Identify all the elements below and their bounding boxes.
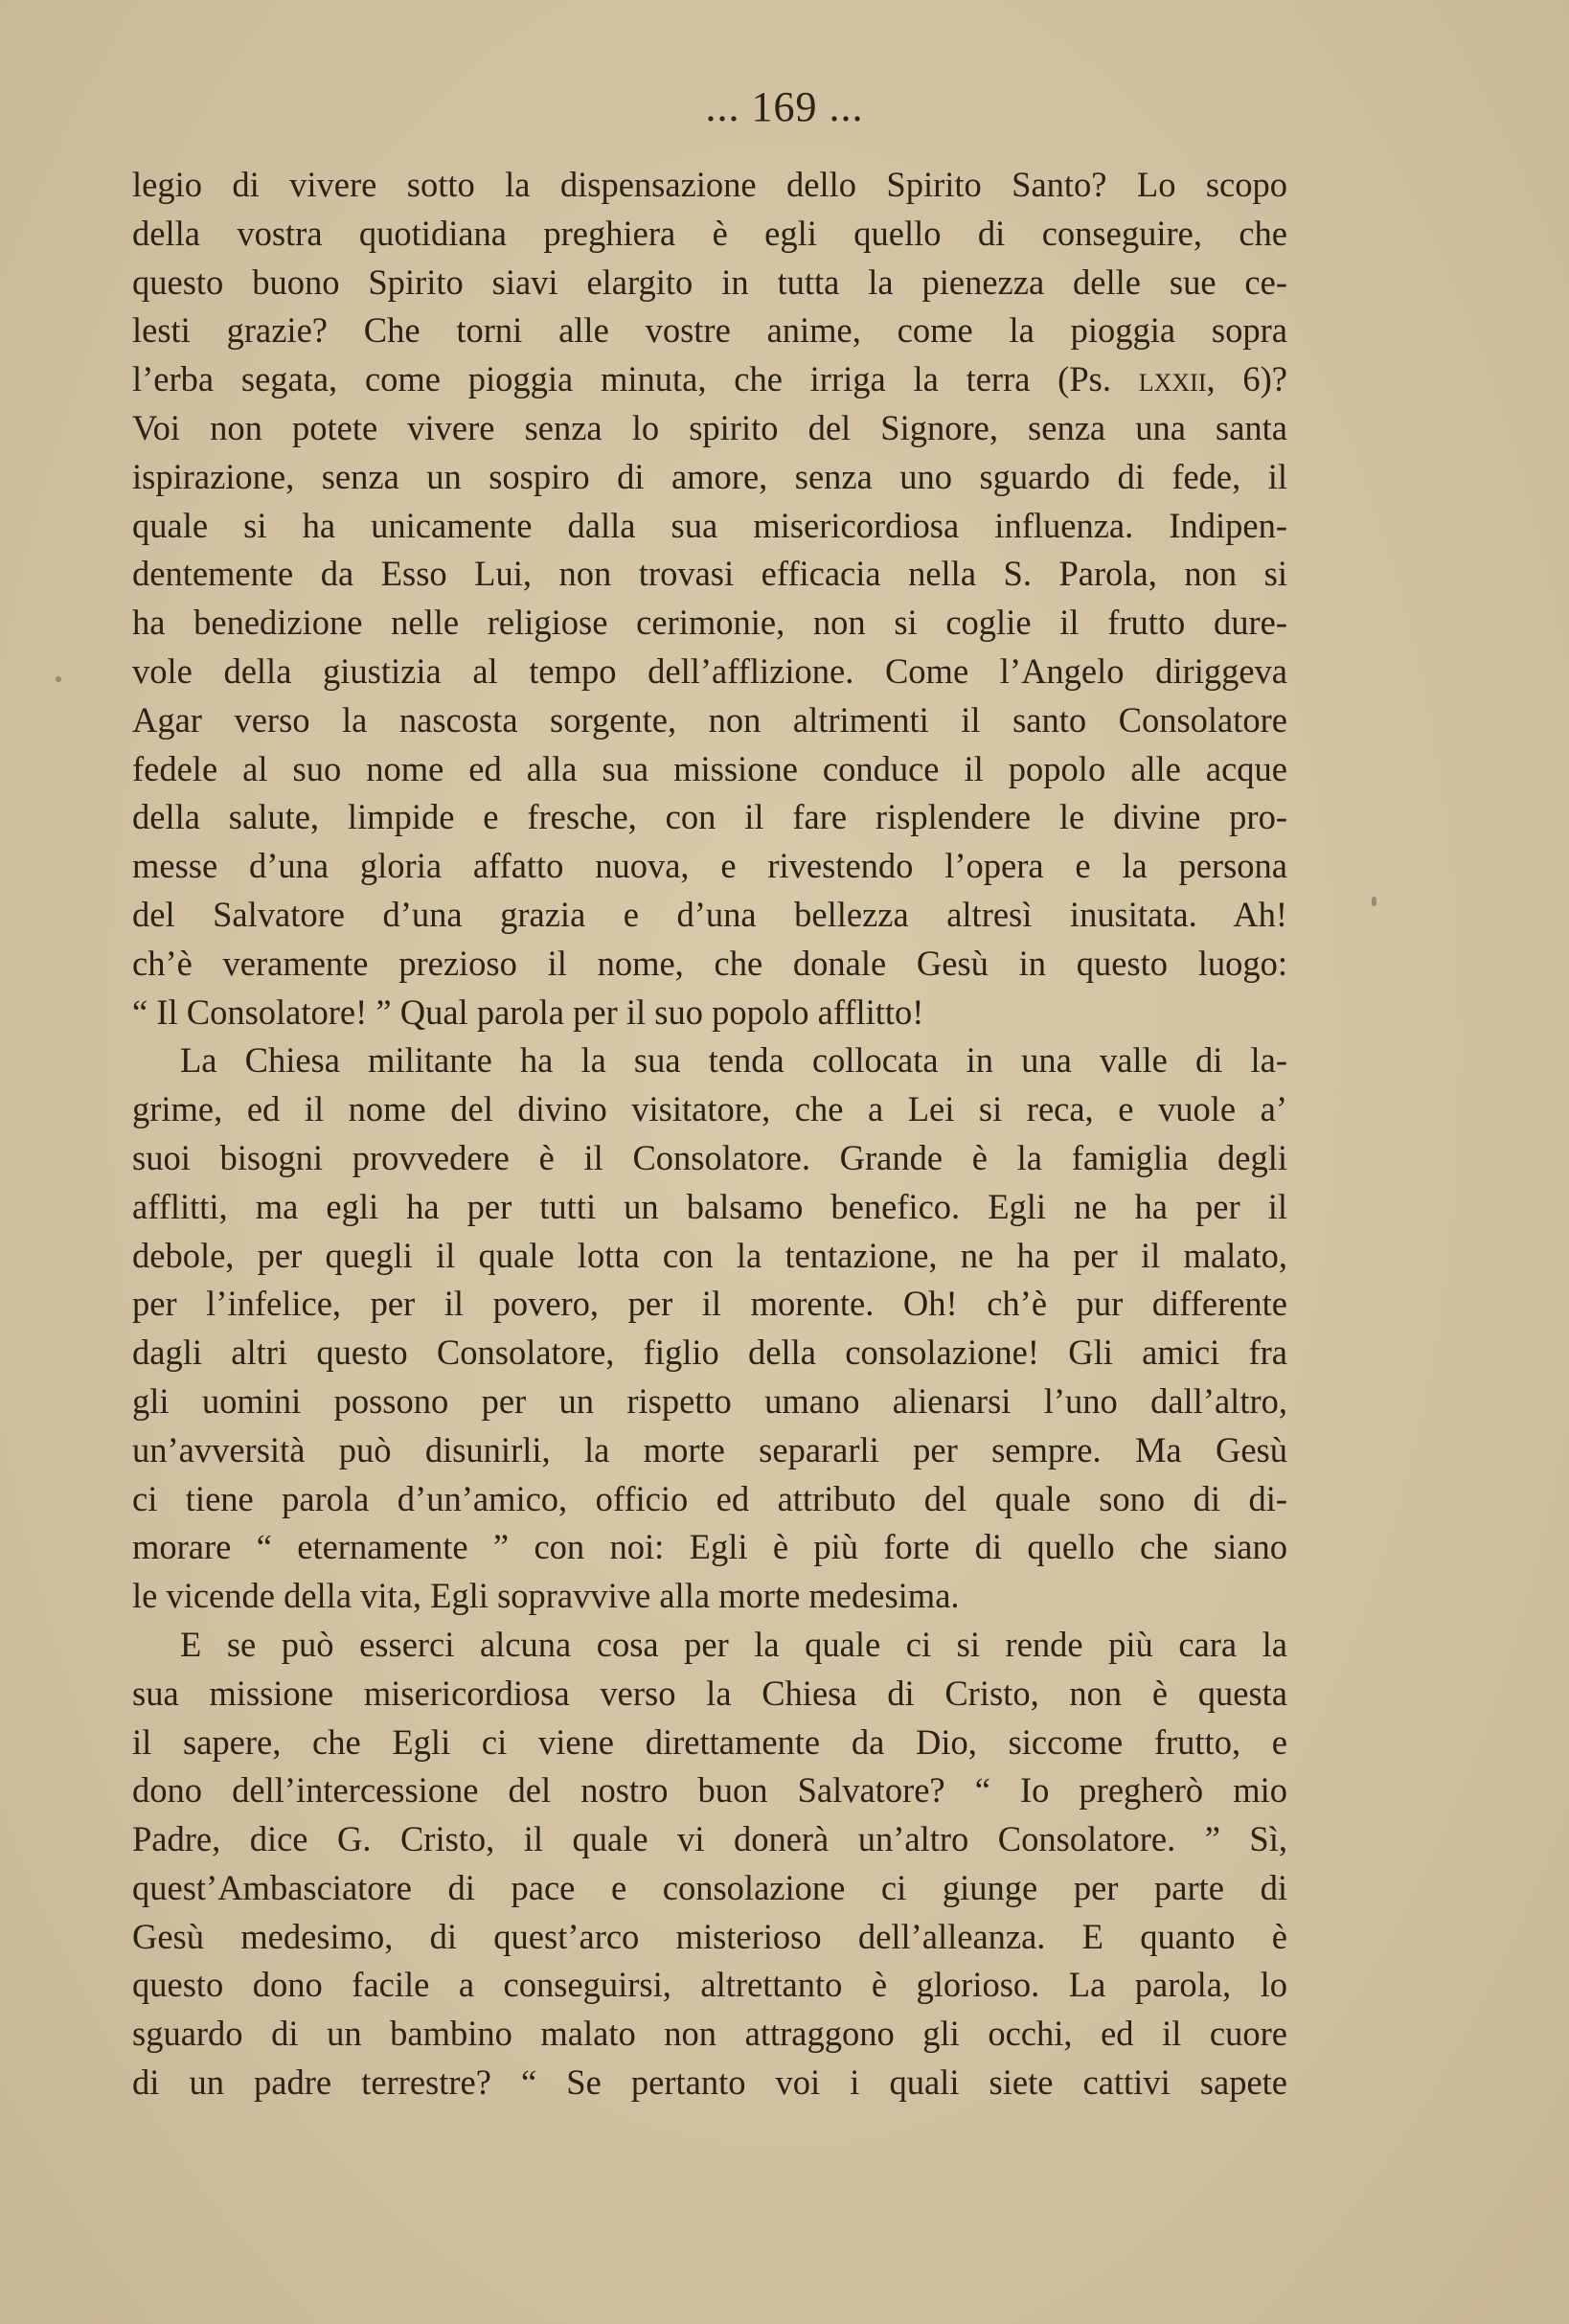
text-line: ispirazione, senza un sospiro di amore, senza uno sguardo di fede, il [132, 456, 1287, 496]
text-line: quale si ha unicamente dalla sua misericordiosa influenza. Indipen- [132, 505, 1287, 545]
text-line: Gesù medesimo, di quest’arco misterioso dell’alleanza. E quanto è [132, 1916, 1287, 1956]
text-line: le vicende della vita, Egli sopravvive alla morte medesima. [132, 1576, 960, 1616]
text-line: l’erba segata, come pioggia minuta, che irriga la terra (Ps. lxxii, 6)? [132, 359, 1287, 399]
text-line: vole della giustizia al tempo dell’afflizione. Come l’Angelo diriggeva [132, 650, 1287, 691]
text-line: questo dono facile a conseguirsi, altrettanto è glorioso. La parola, lo [132, 1965, 1287, 2005]
text-line: dagli altri questo Consolatore, figlio della consolazione! Gli amici fra [132, 1333, 1287, 1373]
text-line: questo buono Spirito siavi elargito in tutta la pienezza delle sue ce- [132, 262, 1287, 302]
page-number: ... 169 ... [705, 83, 864, 130]
text-line: di un padre terrestre? “ Se pertanto voi i quali siete cattivi sapete [132, 2062, 1287, 2103]
text-line: gli uomini possono per un rispetto umano alienarsi l’uno dall’altro, [132, 1380, 1287, 1421]
text-line: per l’infelice, per il povero, per il morente. Oh! ch’è pur differente [132, 1284, 1287, 1324]
page-blemish [56, 676, 61, 682]
text-line: sguardo di un bambino malato non attraggono gli occhi, ed il cuore [132, 2014, 1287, 2054]
text-line: quest’Ambasciatore di pace e consolazione ci giunge per parte di [132, 1867, 1287, 1907]
text-line: “ Il Consolatore! ” Qual parola per il suo popolo afflitto! [132, 991, 924, 1032]
text-line: messe d’una gloria affatto nuova, e rivestendo l’opera e la persona [132, 846, 1287, 886]
text-line: dentemente da Esso Lui, non trovasi efficacia nella S. Parola, non si [132, 554, 1287, 594]
psalm-number: lxxii [1138, 359, 1207, 399]
text-line: dono dell’intercessione del nostro buon Salvatore? “ Io pregherò mio [132, 1770, 1287, 1811]
text-line: Agar verso la nascosta sorgente, non altrimenti il santo Consolatore [132, 699, 1287, 740]
text-line: E se può esserci alcuna cosa per la quale ci si rende più cara la [180, 1624, 1287, 1664]
text-line: suoi bisogni provvedere è il Consolatore. Grande è la famiglia degli [132, 1137, 1287, 1177]
text-line: afflitti, ma egli ha per tutti un balsamo benefico. Egli ne ha per il [132, 1186, 1287, 1226]
text-line: La Chiesa militante ha la sua tenda collocata in una valle di la- [180, 1040, 1287, 1081]
page-blemish [1372, 897, 1376, 906]
text-line: grime, ed il nome del divino visitatore, che a Lei si reca, e vuole a’ [132, 1089, 1287, 1129]
text-line: fedele al suo nome ed alla sua missione conduce il popolo alle acque [132, 748, 1287, 788]
body-text [132, 161, 1287, 2108]
text-line: legio di vivere sotto la dispensazione dello Spirito Santo? Lo scopo [132, 165, 1287, 204]
text-line: della vostra quotidiana preghiera è egli quello di conseguire, che [132, 213, 1287, 253]
text-line: del Salvatore d’una grazia e d’una bellezza altresì inusitata. Ah! [132, 894, 1287, 934]
text-line: Padre, dice G. Cristo, il quale vi donerà un’altro Consolatore. ” Sì, [132, 1819, 1287, 1859]
text-line: morare “ eternamente ” con noi: Egli è più forte di quello che siano [132, 1527, 1287, 1567]
text-line: della salute, limpide e fresche, con il fare risplendere le divine pro- [132, 797, 1287, 837]
text-line: Voi non potete vivere senza lo spirito del Signore, senza una santa [132, 407, 1287, 447]
text-line: lesti grazie? Che torni alle vostre anime, come la pioggia sopra [132, 310, 1287, 351]
text-line: ch’è veramente prezioso il nome, che donale Gesù in questo luogo: [132, 943, 1287, 983]
text-line: sua missione misericordiosa verso la Chiesa di Cristo, non è questa [132, 1673, 1287, 1713]
text-line: il sapere, che Egli ci viene direttamente da Dio, siccome frutto, e [132, 1721, 1287, 1762]
text-line: ha benedizione nelle religiose cerimonie, non si coglie il frutto dure- [132, 603, 1287, 643]
text-line: un’avversità può disunirli, la morte separarli per sempre. Ma Gesù [132, 1429, 1287, 1470]
text-line: debole, per quegli il quale lotta con la tentazione, ne ha per il malato, [132, 1235, 1287, 1275]
text-line: ci tiene parola d’un’amico, officio ed attributo del quale sono di di- [132, 1478, 1287, 1518]
